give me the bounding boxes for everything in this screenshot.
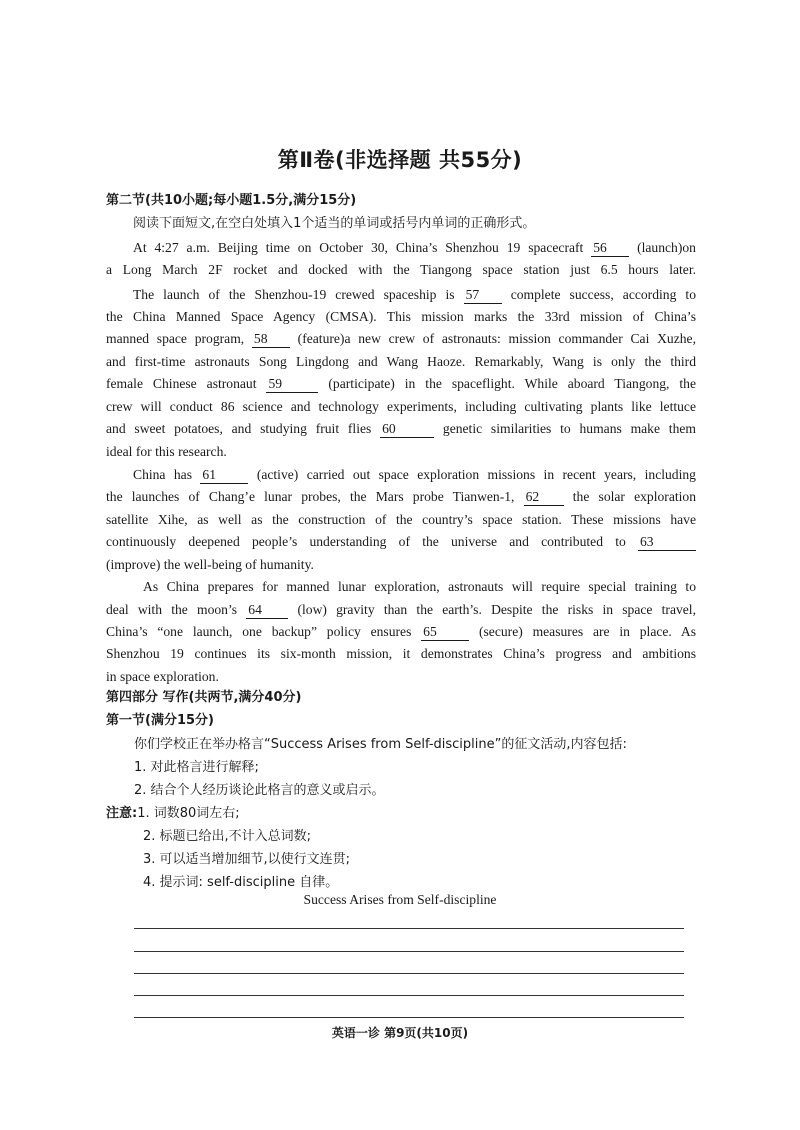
part4-heading: 第四部分 写作(共两节,满分40分) xyxy=(106,690,302,705)
blank-60[interactable]: 60 xyxy=(380,421,434,438)
blank-64[interactable]: 64 xyxy=(246,602,288,619)
blank-65[interactable]: 65 xyxy=(421,624,469,641)
passage-line: manned space program, 58 (feature)a new crew of astronauts: mission commander Cai Xuzhe, xyxy=(106,331,696,346)
blank-62[interactable]: 62 xyxy=(524,489,564,506)
note-4: 4. 提示词: self-discipline 自律。 xyxy=(143,875,339,890)
section2-heading: 第二节(共10小题;每小题1.5分,满分15分) xyxy=(106,193,357,208)
note-3: 3. 可以适当增加细节,以使行文连贯; xyxy=(143,852,351,867)
passage-line: China’s “one launch, one backup” policy ensures 65 (secure) measures are in place. As xyxy=(106,624,696,639)
passage-line: female Chinese astronaut 59 (participate) in the spaceflight. While aboard Tiangong, the xyxy=(106,376,696,391)
passage-line: At 4:27 a.m. Beijing time on October 30, China’s Shenzhou 19 spacecraft 56 (launch)on xyxy=(133,240,696,255)
notes xyxy=(106,804,696,824)
passage-line: a Long March 2F rocket and docked with the Tiangong space station just 6.5 hours later. xyxy=(106,262,696,277)
passage-line: As China prepares for manned lunar exploration, astronauts will require special training to xyxy=(143,579,696,594)
passage-line: ideal for this research. xyxy=(106,444,227,459)
passage-line: in space exploration. xyxy=(106,669,219,684)
writing-line[interactable] xyxy=(134,1017,684,1018)
page-footer: 英语一诊 第9页(共10页) xyxy=(331,1026,469,1040)
passage-line: deal with the moon’s 64 (low) gravity than the earth’s. Despite the risks in space travel, xyxy=(106,602,696,617)
sec1-heading: 第一节(满分15分) xyxy=(106,713,214,728)
passage-line: the launches of Chang’e lunar probes, the Mars probe Tianwen-1, 62 the solar exploration xyxy=(106,489,697,504)
passage-line: satellite Xihe, as well as the construction of the country’s space station. These missions have xyxy=(106,512,696,527)
prompt-item-1: 1. 对此格言进行解释; xyxy=(134,760,259,775)
note-1: 1. 词数80词左右; xyxy=(137,806,240,821)
passage-line: China has 61 (active) carried out space exploration missions in recent years, including xyxy=(133,467,696,482)
blank-57[interactable]: 57 xyxy=(464,287,502,304)
writing-line[interactable] xyxy=(134,973,684,974)
writing-line[interactable] xyxy=(134,951,684,952)
passage-line: (improve) the well-being of humanity. xyxy=(106,557,314,572)
essay-title: Success Arises from Self-discipline xyxy=(303,892,497,907)
section2-instruction: 阅读下面短文,在空白处填入1个适当的单词或括号内单词的正确形式。 xyxy=(133,216,536,231)
writing-line[interactable] xyxy=(134,995,684,996)
passage-line: The launch of the Shenzhou-19 crewed spaceship is 57 complete success, according to xyxy=(133,287,696,302)
writing-line[interactable] xyxy=(134,928,684,929)
passage-line: the China Manned Space Agency (CMSA). This mission marks the 33rd mission of China’s xyxy=(106,309,696,324)
passage-line: and first-time astronauts Song Lingdong and Wang Haoze. Remarkably, Wang is only the third xyxy=(106,354,696,369)
page-title: 第Ⅱ卷(非选择题 共55分) xyxy=(277,148,523,172)
blank-59[interactable]: 59 xyxy=(266,376,318,393)
prompt-item-2: 2. 结合个人经历谈论此格言的意义或启示。 xyxy=(134,783,385,798)
passage-line: and sweet potatoes, and studying fruit flies 60 genetic similarities to humans make them xyxy=(106,421,696,436)
blank-61[interactable]: 61 xyxy=(200,467,248,484)
blank-56[interactable]: 56 xyxy=(591,240,629,257)
passage-line: continuously deepened people’s understanding of the universe and contributed to 63 xyxy=(106,532,696,552)
note-label: 注意: xyxy=(106,806,138,821)
note-2: 2. 标题已给出,不计入总词数; xyxy=(143,829,312,844)
passage-line: Shenzhou 19 continues its six-month mission, it demonstrates China’s progress and ambitions xyxy=(106,646,696,661)
writing-prompt: 你们学校正在举办格言“Success Arises from Self-discipline”的征文活动,内容包括: xyxy=(134,737,627,752)
blank-63[interactable]: 63 xyxy=(638,534,696,551)
passage-line: crew will conduct 86 science and technology experiments, including cultivating plants like lettuce xyxy=(106,399,696,414)
blank-58[interactable]: 58 xyxy=(252,331,290,348)
